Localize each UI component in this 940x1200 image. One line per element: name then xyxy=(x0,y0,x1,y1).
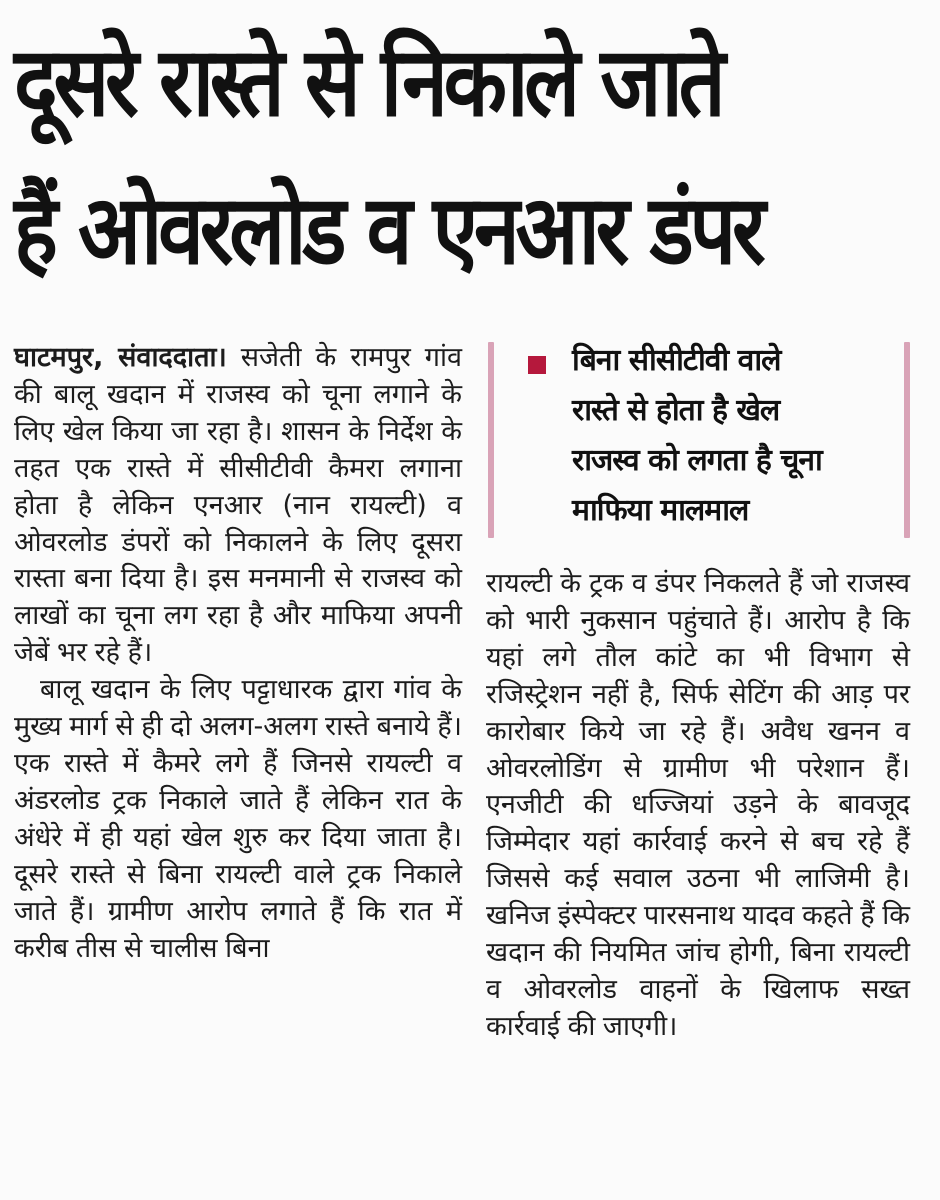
article-paragraph-2: बालू खदान के लिए पट्टाधारक द्वारा गांव के मुख्य मार्ग से ही दो अलग-अलग रास्ते बनाये हैं। एक रास्ते में कैमरे लगे हैं जिनसे रायल्टी व अंडरलोड ट्रक निकाले जाते हैं लेकिन रात के अंधेरे में ही यहां खेल शुरु कर दिया जाता है। दूसरे रास्ते से बिना रायल्टी वाले ट्रक निकाले जाते हैं। ग्रामीण आरोप लगाते हैं कि रात में करीब तीस से चालीस बिना xyxy=(14,674,462,964)
headline-line-1: दूसरे रास्ते से निकाले जाते xyxy=(14,26,722,138)
article-column-right xyxy=(486,566,910,1046)
dateline: घाटमपुर, संवाददाता। xyxy=(14,342,227,373)
highlight-line-3: राजस्व को लगता है चूना xyxy=(572,443,822,478)
headline-line-2: हैं ओवरलोड व एनआर डंपर xyxy=(14,174,762,286)
highlight-line-1: बिना सीसीटीवी वाले xyxy=(572,343,781,378)
article-paragraph-1 xyxy=(14,340,462,672)
highlight-left-bar xyxy=(488,342,494,538)
square-bullet-icon xyxy=(528,356,546,374)
article-paragraph-3: रायल्टी के ट्रक व डंपर निकलते हैं जो राजस्व को भारी नुकसान पहुंचाते हैं। आरोप है कि यहां लगे तौल कांटे का भी विभाग से रजिस्ट्रेशन नहीं है, सिर्फ सेटिंग की आड़ पर कारोबार किये जा रहे हैं। अवैध खनन व ओवरलोडिंग से ग्रामीण भी परेशान हैं। एनजीटी की धज्जियां उड़ने के बावजूद जिम्मेदार यहां कार्रवाई करने से बच रहे हैं जिससे कई सवाल उठना भी लाजिमी है। खनिज इंस्पेक्टर पारसनाथ यादव कहते हैं कि खदान की नियमित जांच होगी, बिना रायल्टी व ओवरलोड वाहनों के खिलाफ सख्त कार्रवाई की जाएगी। xyxy=(486,568,910,1042)
article-paragraph-1-text: सजेती के रामपुर गांव की बालू खदान में राजस्व को चूना लगाने के लिए खेल किया जा रहा है। शासन के निर्देश के तहत एक रास्ते में सीसीटीवी कैमरा लगाना होता है लेकिन एनआर (नान रायल्टी) व ओवरलोड डंपरों को निकालने के लिए दूसरा रास्ता बना दिया है। इस मनमानी से राजस्व को लाखों का चूना लग रहा है और माफिया अपनी जेबें भर रहे हैं। xyxy=(14,342,463,669)
highlight-line-4: माफिया मालमाल xyxy=(572,493,749,528)
highlight-text xyxy=(572,336,882,536)
highlight-line-2: रास्ते से होता है खेल xyxy=(572,393,780,428)
headline xyxy=(14,8,798,304)
article-column-left xyxy=(14,340,462,967)
highlight-right-bar xyxy=(904,342,910,538)
highlight-box xyxy=(484,336,914,544)
